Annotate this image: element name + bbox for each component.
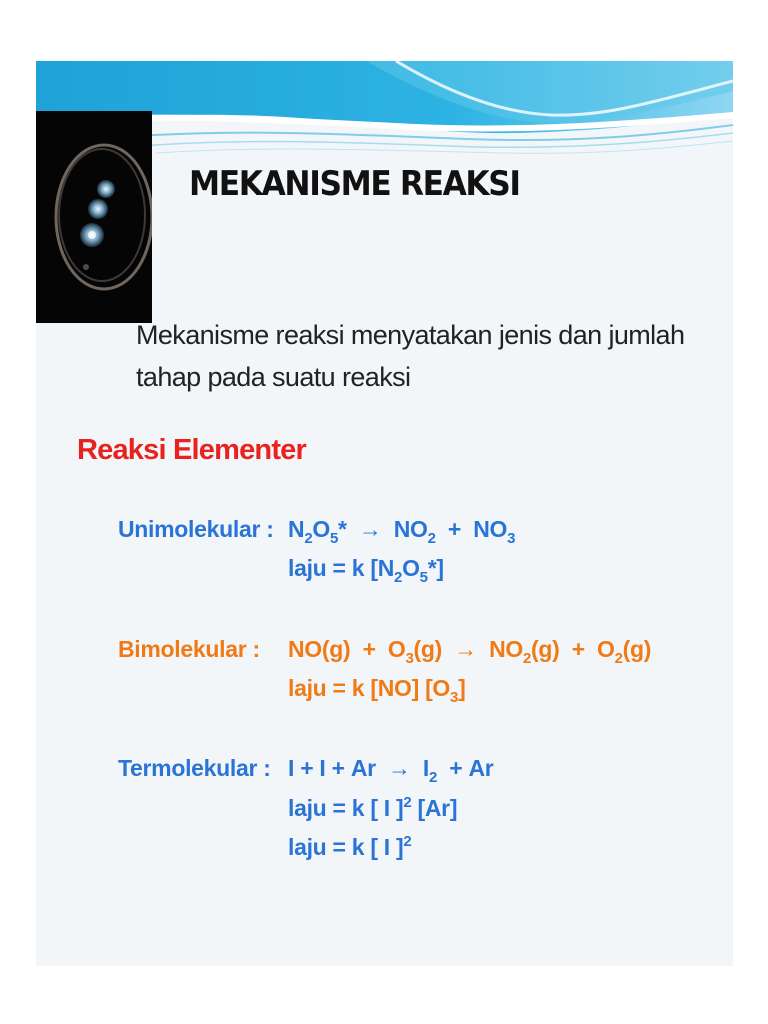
unimolecular-rate-law: laju = k $[N_2O_5*]$ bbox=[288, 555, 444, 586]
bimolecular-label: Bimolekular : bbox=[118, 636, 260, 662]
termolecular-label: Termolekular : bbox=[118, 755, 271, 781]
unimolecular-equation: $N_2O_5* \to NO_2 + NO_3$ bbox=[288, 516, 516, 547]
slide bbox=[36, 61, 733, 966]
bimolecular-equation: $NO(g) + O_3(g) \to NO_2(g) + O_2(g)$ bbox=[288, 636, 652, 667]
slide-title: MEKANISME REAKSI bbox=[189, 164, 520, 204]
unimolecular-label: Unimolekular : bbox=[118, 516, 274, 542]
section-heading: Reaksi Elementer bbox=[77, 434, 306, 466]
termolecular-rate-law-2: laju = k [ I ]$^2$ bbox=[288, 833, 412, 860]
intro-text: Mekanisme reaksi menyatakan jenis dan jumlah tahap pada suatu reaksi bbox=[136, 320, 685, 392]
termolecular-equation: $I + I + Ar \to I_2 + Ar$ bbox=[288, 755, 494, 786]
termolecular-rate-law-1: laju = k [ I ]$^2$ [Ar] bbox=[288, 794, 458, 821]
bimolecular-rate-law: laju = k [NO] $[O_3]$ bbox=[288, 675, 466, 706]
decorative-photo bbox=[36, 111, 152, 323]
